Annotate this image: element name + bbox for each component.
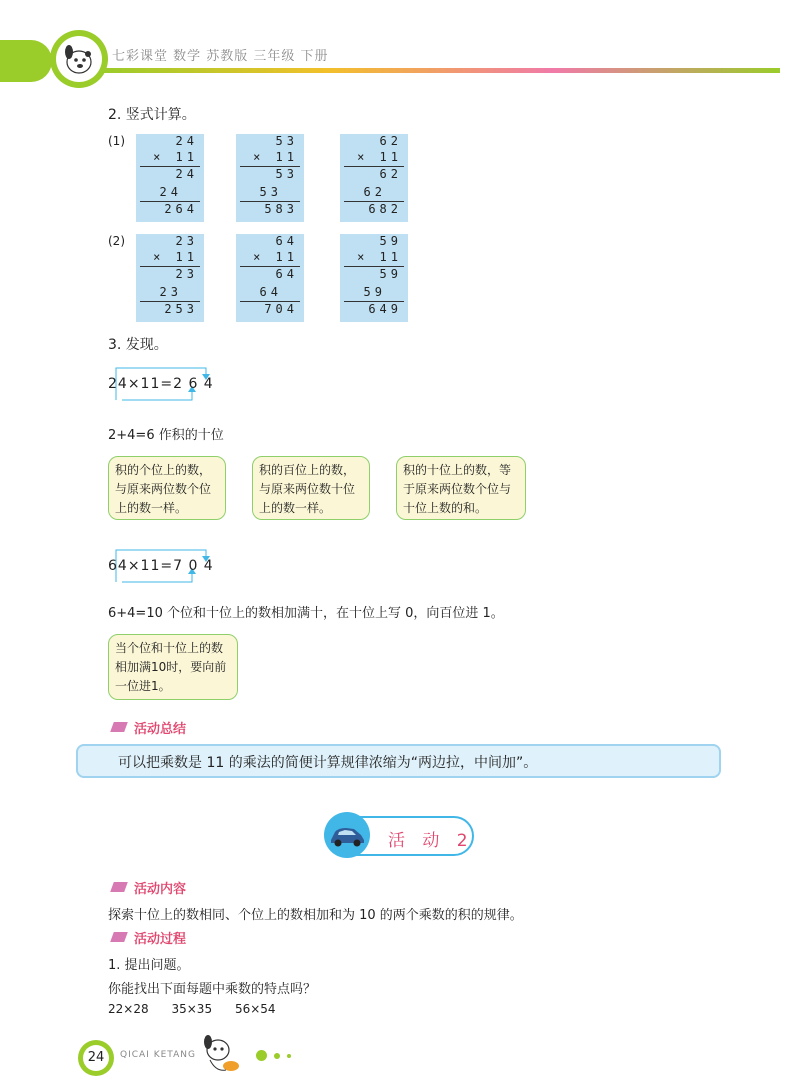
calc-p1: 62 [379, 167, 402, 181]
calc-p2: 62 [363, 185, 386, 199]
explain-1: 2+4=6 作积的十位 [108, 428, 224, 443]
note-carry: 当个位和十位上的数相加满10时，要向前一位进1。 [108, 634, 238, 700]
header-rule [100, 68, 780, 73]
calc-a: 59 [379, 234, 402, 248]
calc-box [136, 134, 204, 222]
note-hundreds: 积的百位上的数，与原来两位数十位上的数一样。 [252, 456, 370, 520]
calc-rule [140, 266, 200, 267]
header-title: 七彩课堂 数学 苏教版 三年级 下册 [112, 49, 329, 64]
calc-b: × 11 [153, 150, 198, 164]
calc-rule [344, 166, 404, 167]
calc-rule [140, 201, 200, 202]
activity2-title: 活 动 2 [388, 831, 474, 851]
step-1: 1. 提出问题。 [108, 958, 190, 973]
dot-small [287, 1054, 291, 1058]
note-tens: 积的十位上的数，等于原来两位数个位与十位上数的和。 [396, 456, 526, 520]
calc-b: × 11 [153, 250, 198, 264]
calc-rule [344, 266, 404, 267]
eraser-icon [110, 932, 128, 942]
calc-p1: 59 [379, 267, 402, 281]
eraser-icon [110, 722, 128, 732]
calc-p2: 23 [159, 285, 182, 299]
calc-a: 24 [175, 134, 198, 148]
calc-p2: 24 [159, 185, 182, 199]
calc-box [236, 234, 304, 322]
dog-mascot-icon [56, 36, 102, 82]
footer-brand: QICAI KETANG [120, 1050, 196, 1060]
calc-p2: 64 [259, 285, 282, 299]
equation-2: 64×11=7 0 4 [108, 558, 214, 574]
summary-heading: 活动总结 [134, 722, 187, 737]
calc-p1: 24 [175, 167, 198, 181]
calc-r: 264 [164, 202, 198, 216]
content-text: 探索十位上的数相同、个位上的数相加和为 10 的两个乘数的积的规律。 [108, 908, 523, 923]
note-ones: 积的个位上的数，与原来两位数个位上的数一样。 [108, 456, 226, 520]
calc-a: 53 [275, 134, 298, 148]
q3-title: 3. 发现。 [108, 337, 168, 353]
calc-box [136, 234, 204, 322]
dog-mascot-icon [196, 1030, 244, 1084]
calc-rule [140, 301, 200, 302]
calc-a: 64 [275, 234, 298, 248]
calc-r: 583 [264, 202, 298, 216]
calc-rule [344, 201, 404, 202]
calc-b: × 11 [253, 150, 298, 164]
calc-rule [240, 166, 300, 167]
group2-label: (2) [108, 234, 125, 248]
calc-a: 23 [175, 234, 198, 248]
summary-box: 可以把乘数是 11 的乘法的简便计算规律浓缩为“两边拉，中间加”。 [76, 744, 721, 778]
calc-p1: 64 [275, 267, 298, 281]
calc-box [236, 134, 304, 222]
calc-rule [240, 266, 300, 267]
process-heading: 活动过程 [134, 932, 187, 947]
content-heading: 活动内容 [134, 882, 187, 897]
calc-b: × 11 [357, 250, 402, 264]
car-icon [324, 812, 370, 858]
calc-box [340, 234, 408, 322]
q2-title: 2. 竖式计算。 [108, 107, 196, 123]
question: 你能找出下面每题中乘数的特点吗？ [108, 982, 317, 997]
examples: 22×28 35×35 56×54 [108, 1002, 276, 1016]
explain-2: 6+4=10 个位和十位上的数相加满十，在十位上写 0，向百位进 1。 [108, 606, 504, 621]
calc-b: × 11 [253, 250, 298, 264]
calc-b: × 11 [357, 150, 402, 164]
calc-rule [240, 301, 300, 302]
calc-r: 704 [264, 302, 298, 316]
dot-medium [274, 1053, 280, 1059]
calc-rule [140, 166, 200, 167]
calc-p2: 53 [259, 185, 282, 199]
calc-a: 62 [379, 134, 402, 148]
calc-r: 682 [368, 202, 402, 216]
calc-r: 649 [368, 302, 402, 316]
calc-r: 253 [164, 302, 198, 316]
eraser-icon [110, 882, 128, 892]
calc-rule [240, 201, 300, 202]
header-bar [0, 40, 52, 82]
equation-1: 24×11=2 6 4 [108, 376, 214, 392]
calc-p2: 59 [363, 285, 386, 299]
calc-p1: 53 [275, 167, 298, 181]
calc-p1: 23 [175, 267, 198, 281]
calc-rule [344, 301, 404, 302]
group1-label: (1) [108, 134, 125, 148]
page-number: 24 [83, 1045, 109, 1071]
dot-large [256, 1050, 267, 1061]
calc-box [340, 134, 408, 222]
